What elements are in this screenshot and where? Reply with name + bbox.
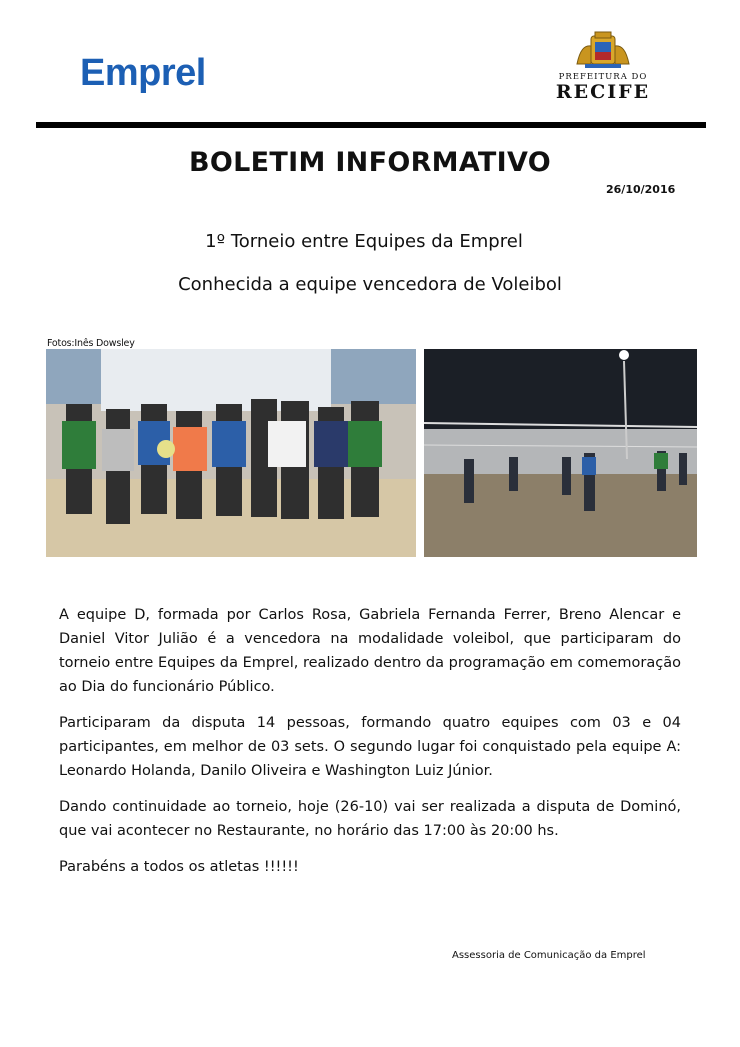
recife-label: RECIFE [555,81,651,103]
article-body [59,603,681,891]
header-divider [36,122,706,128]
emprel-logo: Emprel [80,52,206,94]
headline-line-2: Conhecida a equipe vencedora de Voleibol [178,274,562,295]
night-volleyball-photo [424,349,697,557]
bulletin-title: BOLETIM INFORMATIVO [189,147,551,178]
footer-credit: Assessoria de Comunicação da Emprel [452,950,646,961]
headline-line-1: 1º Torneio entre Equipes da Emprel [205,231,523,252]
article-paragraph: A equipe D, formada por Carlos Rosa, Gabriela Fernanda Ferrer, Breno Alencar e Daniel Vitor Julião é a vencedora na modalidade voleibol, que participaram do torneio entre Equipes da Emprel, realizado dentro da programação em comemoração ao Dia do funcionário Público. [59,607,681,695]
article-paragraph: Dando continuidade ao torneio, hoje (26-10) vai ser realizada a disputa de Dominó, que vai acontecer no Restaurante, no horário das 17:00 às 20:00 hs. [59,799,681,839]
recife-coat-of-arms-icon [573,30,633,70]
article-paragraph: Parabéns a todos os atletas !!!!!! [59,859,299,875]
article-paragraph: Participaram da disputa 14 pessoas, formando quatro equipes com 03 e 04 participantes, em melhor de 03 sets. O segundo lugar foi conquistado pela equipe A: Leonardo Holanda, Danilo Oliveira e Washington Luiz Júnior. [59,715,681,779]
prefeitura-recife-logo [548,30,658,102]
prefeitura-label: PREFEITURA DO [558,72,648,82]
photo-credit: Fotos:Inês Dowsley [47,338,135,349]
bulletin-date: 26/10/2016 [606,183,676,196]
team-group-photo [46,349,416,557]
